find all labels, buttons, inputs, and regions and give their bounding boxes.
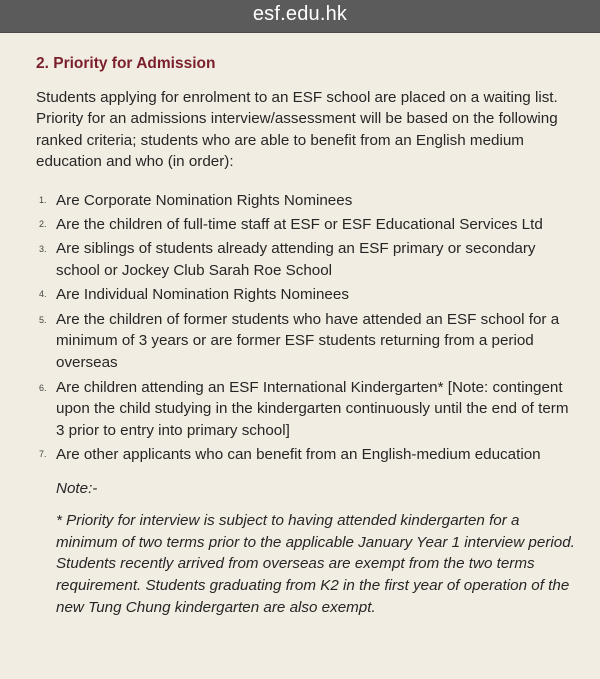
item-text: Are other applicants who can benefit from an English-medium education (56, 446, 541, 464)
note-label: Note:- (56, 480, 98, 498)
item-number: 2. (39, 218, 47, 229)
item-number: 6. (39, 382, 47, 393)
item-number: 3. (39, 244, 47, 255)
item-text: Are the children of full-time staff at ESF or ESF Educational Services Ltd (56, 215, 543, 233)
list-item (36, 214, 576, 236)
list-item (36, 190, 576, 212)
item-text: Are Individual Nomination Rights Nominees (56, 286, 349, 304)
note-text: * Priority for interview is subject to having attended kindergarten for a minimum of two terms prior to the applicable January Year 1 interview period. Students recently arrived from overseas are exempt from the two terms requirement. Students graduating from K2 in the first year of operation of the new Tung Chung kindergarten are also exempt. (56, 511, 575, 616)
page-content (0, 33, 600, 619)
item-text: Are siblings of students already attending an ESF primary or secondary school or Jockey Club Sarah Roe School (56, 240, 536, 280)
item-number: 4. (39, 289, 47, 300)
item-number: 7. (39, 449, 47, 460)
list-item (36, 238, 576, 282)
item-number: 1. (39, 194, 47, 205)
intro-paragraph: Students applying for enrolment to an ESF school are placed on a waiting list. Priority for an admissions interview/assessment will be based on the following ranked criteria; students who are able to benefit from an English medium education and who (in order): (36, 89, 558, 171)
list-item (36, 377, 576, 442)
section-title: 2. Priority for Admission (36, 55, 216, 72)
list-item (36, 309, 576, 374)
list-item (36, 444, 576, 466)
list-item (36, 284, 576, 306)
domain-label: esf.edu.hk (252, 2, 348, 25)
item-text: Are the children of former students who have attended an ESF school for a minimum of 3 years or are former ESF students returning from a period overseas (56, 310, 560, 372)
notes-section (36, 478, 576, 619)
item-number: 5. (39, 314, 47, 325)
criteria-list (36, 190, 576, 467)
item-text: Are Corporate Nomination Rights Nominees (56, 191, 353, 209)
address-bar[interactable] (0, 0, 600, 33)
item-text: Are children attending an ESF International Kindergarten* [Note: contingent upon the child studying in the kindergarten continuously until the end of term 3 prior to entry into primary school] (56, 378, 569, 440)
